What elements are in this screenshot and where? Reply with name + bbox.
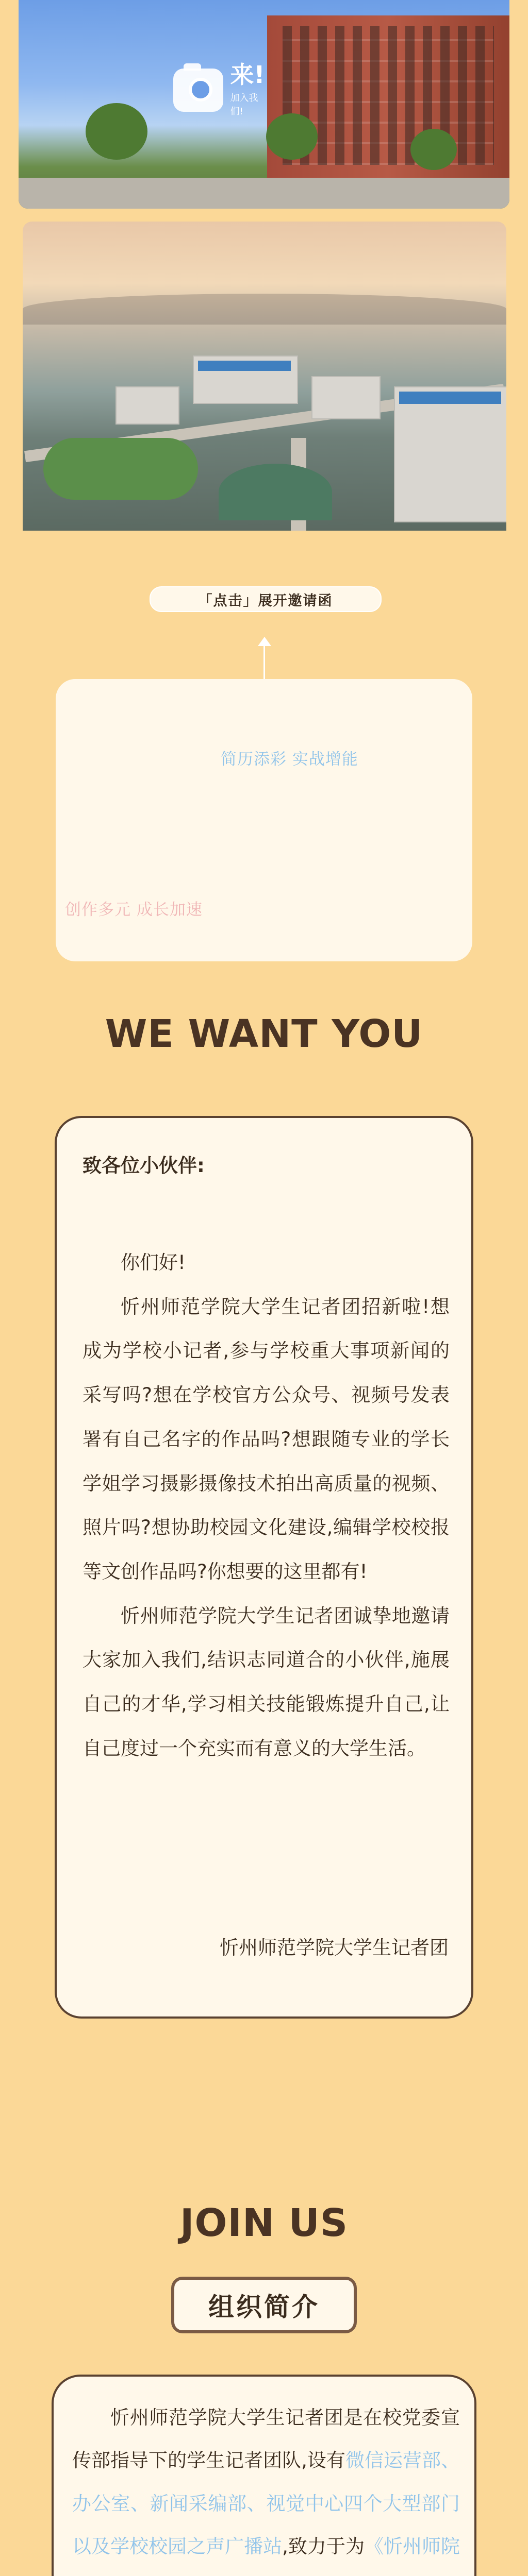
badge-title: 来!	[230, 61, 265, 89]
aerial-roof	[198, 361, 291, 371]
hero-tree	[410, 129, 457, 170]
intro-text: ,致力于为	[282, 2535, 365, 2557]
intro-highlight-departments: 微信运营部、办公室、新闻采编部、视觉中心四个大型部门以及学校校园之声广播站	[72, 2449, 460, 2557]
badge-subtitle: 加入我们!	[230, 93, 258, 117]
letter-body	[82, 1241, 450, 1770]
aerial-building	[394, 386, 506, 522]
join-badge	[173, 62, 266, 118]
letter-paragraph: 你们好!	[121, 1251, 186, 1274]
org-intro-card	[52, 2375, 476, 2576]
invite-line-1: 简历添彩 实战增能	[221, 750, 358, 769]
hero-campus-photo	[19, 0, 509, 209]
intro-highlight-media: 《忻州师院	[364, 2535, 460, 2557]
letter-paragraph: 忻州师范学院大学生记者团诚挚地邀请大家加入我们,结识志同道合的小伙伴,施展自己的才华,学习相关技能锻炼提升自己,让自己度过一个充实而有意义的大学生活。	[82, 1604, 450, 1759]
arrow-line	[263, 644, 265, 680]
hero-building	[267, 15, 509, 185]
aerial-field	[43, 438, 198, 500]
letter-card	[55, 1116, 473, 2019]
aerial-building	[116, 386, 179, 425]
aerial-campus-photo	[23, 222, 506, 531]
letter-paragraph: 忻州师范学院大学生记者团招新啦!想成为学校小记者,参与学校重大事项新闻的采写吗?想在学校官方公众号、视频号发表署有自己名字的作品吗?想跟随专业的学长学姐学习摄影摄像技术拍出高质量的视频、照片吗?想协助校园文化建设,编辑学校校报等文创作品吗?你想要的这里都有!	[82, 1295, 450, 1583]
hero-tree	[266, 113, 318, 160]
invite-line-2: 创作多元 成长加速	[65, 901, 203, 919]
hero-ground	[19, 178, 509, 209]
camera-icon	[173, 69, 223, 112]
aerial-plaza	[219, 464, 332, 520]
join-us-heading: JOIN US	[179, 2201, 349, 2245]
aerial-building	[311, 376, 381, 419]
we-want-you-heading: WE WANT YOU	[105, 1012, 423, 1056]
org-intro-body	[72, 2396, 460, 2576]
letter-signature: 忻州师范学院大学生记者团	[220, 1937, 449, 1959]
aerial-hills	[23, 294, 506, 325]
intro-text: 忻州师范学院大学生记者团是在校党委宣传部指导下的学生记者团队,设有	[72, 2406, 460, 2472]
aerial-roof	[399, 392, 501, 404]
invitation-card[interactable]	[56, 679, 472, 961]
tap-to-expand-button[interactable]: 「点击」展开邀请函	[150, 586, 382, 612]
hero-tree	[86, 103, 147, 160]
org-intro-label: 组织简介	[171, 2277, 357, 2333]
letter-salutation: 致各位小伙伴:	[82, 1155, 205, 1177]
